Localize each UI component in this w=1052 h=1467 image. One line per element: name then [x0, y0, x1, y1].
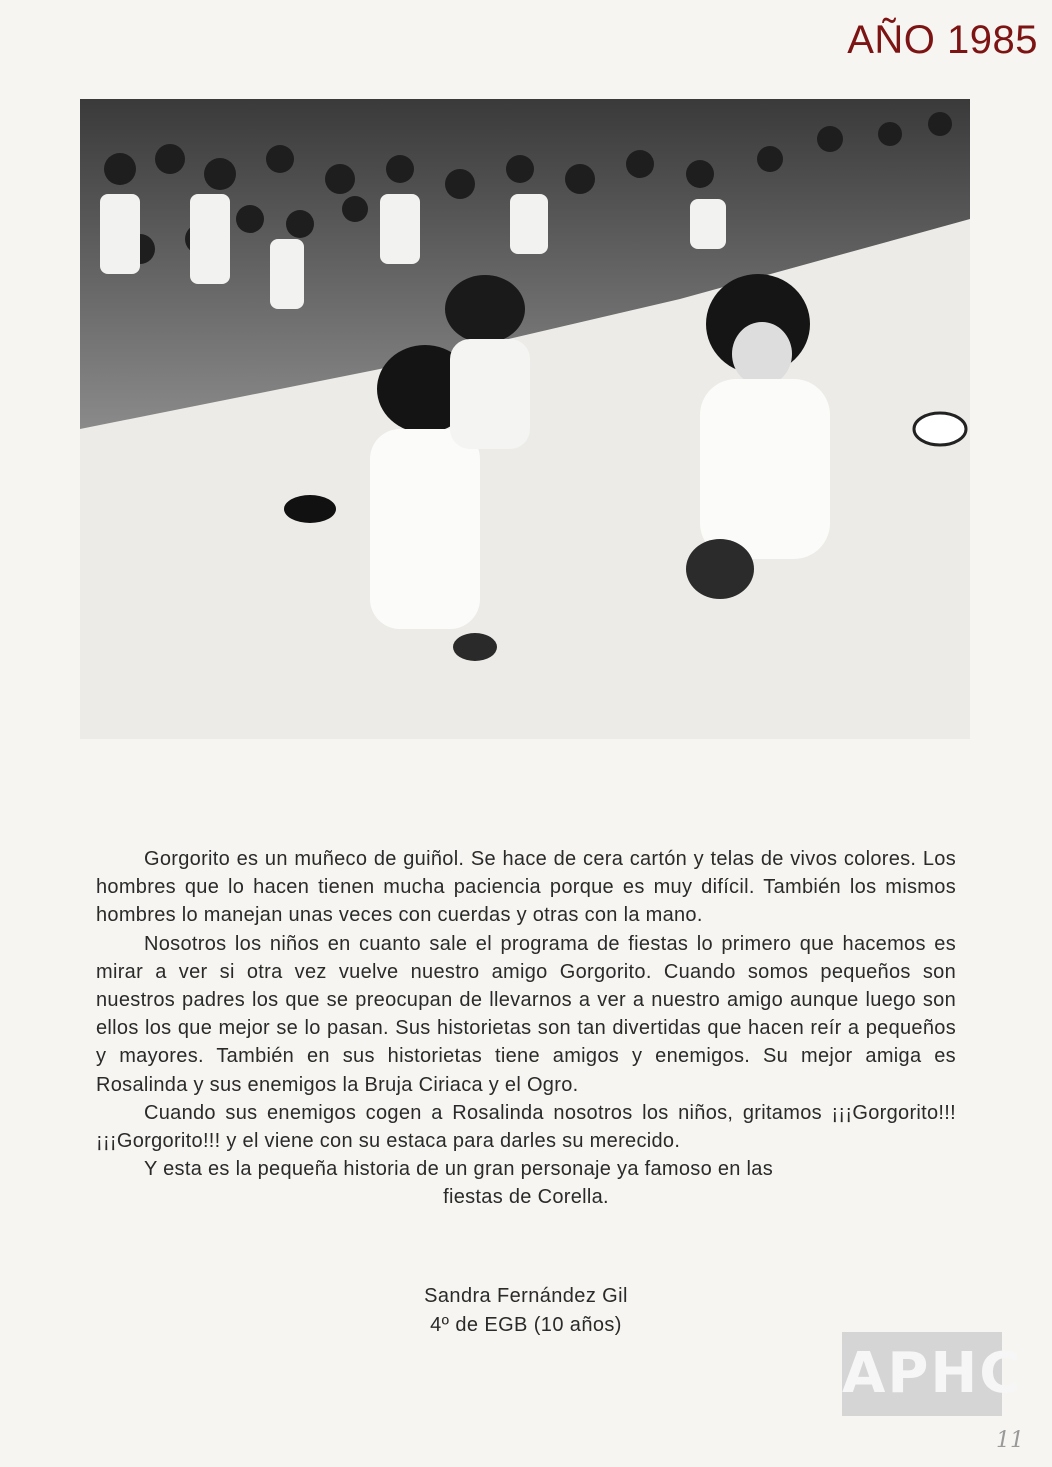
paragraph: Y esta es la pequeña historia de un gran personaje ya famoso en las — [144, 1158, 774, 1181]
article-body — [96, 845, 956, 1212]
paragraph: Gorgorito es un muñeco de guiñol. Se hace de cera cartón y telas de vivos colores. Los hombres que lo hacen tienen mucha paciencia porque es muy difícil. También los mismos hombres lo manejan unas veces con cuerdas y otras con la mano. — [96, 848, 956, 927]
paragraph: Cuando sus enemigos cogen a Rosalinda nosotros los niños, gritamos ¡¡¡Gorgorito!!! ¡¡¡Gorgorito!!! y el viene con su estaca para darles su merecido. — [96, 1101, 956, 1153]
children-photo — [80, 99, 970, 739]
year-heading: AÑO 1985 — [847, 18, 1038, 62]
paragraph: Nosotros los niños en cuanto sale el programa de fiestas lo primero que hacemos es mirar a ver si otra vez vuelve nuestro amigo Gorgorito. Cuando somos pequeños son nuestros padres los que se preocupan de llevarnos a ver a nuestro amigo aunque luego son ellos los que mejor se lo pasan. Sus historietas son tan divertidas que hacen reír a pequeños y mayores. También en sus historietas tiene amigos y enemigos. Su mejor amiga es Rosalinda y sus enemigos la Bruja Ciriaca y el Ogro. — [96, 932, 956, 1096]
photo-illustration — [80, 99, 970, 739]
paragraph-closing: fiestas de Corella. — [443, 1186, 609, 1209]
author-grade: 4º de EGB (10 años) — [430, 1314, 622, 1336]
page-number: 11 — [996, 1428, 1024, 1453]
aphc-watermark: APHC — [842, 1332, 1002, 1416]
author-name: Sandra Fernández Gil — [424, 1285, 628, 1307]
